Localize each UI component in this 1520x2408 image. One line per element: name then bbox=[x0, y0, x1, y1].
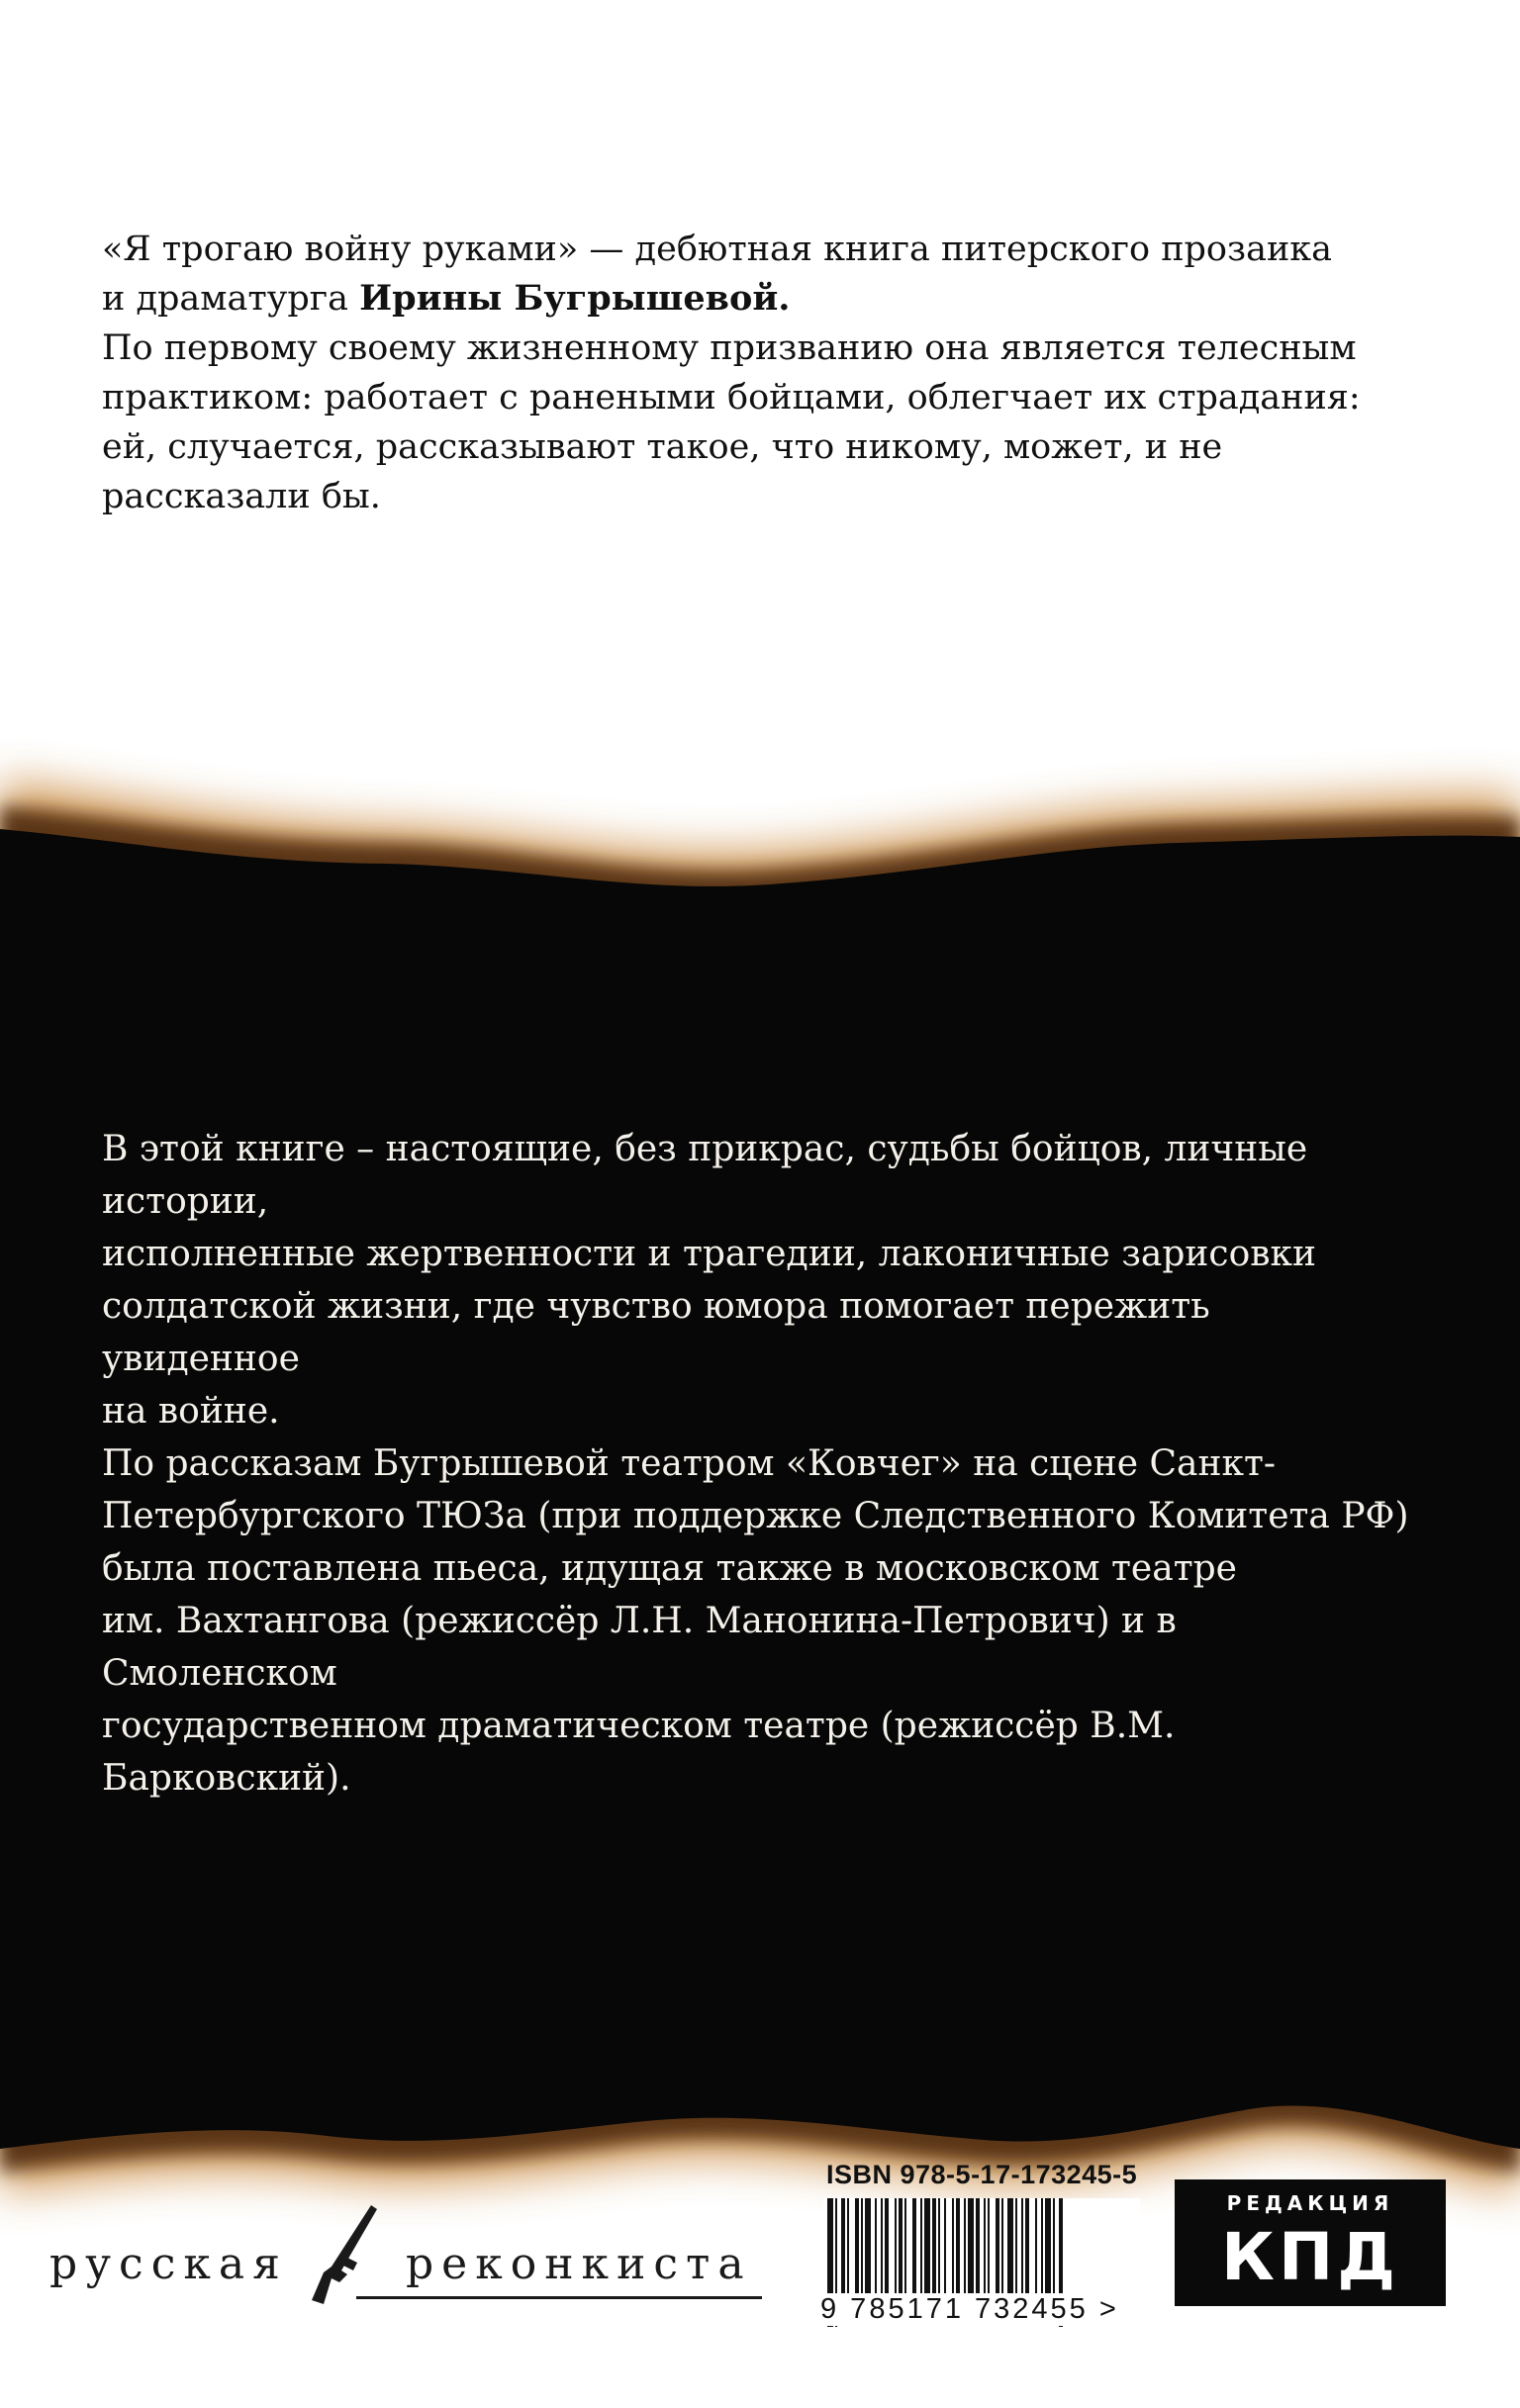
description-text bbox=[102, 1123, 1418, 1805]
rifle-icon bbox=[302, 2201, 391, 2310]
description-line: им. Вахтангова (режиссёр Л.Н. Манонина-Петрович) и в Смоленском bbox=[102, 1601, 1177, 1694]
description-line: Петербургского ТЮЗа (при поддержке Следственного Комитета РФ) bbox=[102, 1496, 1409, 1536]
intro-text bbox=[102, 225, 1418, 521]
intro-line bbox=[102, 274, 1418, 324]
isbn-label: ISBN 978-5-17-173245-5 bbox=[826, 2160, 1138, 2189]
intro-line: ей, случается, рассказывают такое, что никому, может, и не рассказали бы. bbox=[102, 427, 1223, 516]
series-underline bbox=[356, 2296, 762, 2299]
description-line: на войне. bbox=[102, 1391, 280, 1432]
author-name: Ирины Бугрышевой. bbox=[359, 278, 791, 319]
description-line: государственном драматическом театре (режиссёр В.М. Барковский). bbox=[102, 1706, 1176, 1799]
description-line: В этой книге – настоящие, без прикрас, судьбы бойцов, личные истории, bbox=[102, 1129, 1308, 1222]
publisher-name: КПД bbox=[1221, 2219, 1399, 2295]
series-word-2: реконкиста bbox=[406, 2239, 752, 2289]
intro-line-start: и драматурга bbox=[102, 279, 360, 319]
intro-line: практиком: работает с ранеными бойцами, облегчает их страдания: bbox=[102, 378, 1361, 417]
series-word-1: русская bbox=[49, 2239, 288, 2289]
isbn-digits: 9 785171 732455 > bbox=[816, 2293, 1161, 2326]
intro-line: По первому своему жизненному призванию она является телесным bbox=[102, 328, 1357, 368]
description-line: была поставлена пьеса, идущая также в московском театре bbox=[102, 1548, 1237, 1589]
series-logo bbox=[49, 2201, 762, 2310]
intro-line: «Я трогаю войну руками» — дебютная книга питерского прозаика bbox=[102, 230, 1333, 269]
description-line: солдатской жизни, где чувство юмора помогает пережить увиденное bbox=[102, 1286, 1210, 1379]
publisher-logo bbox=[1175, 2179, 1446, 2306]
publisher-label: РЕДАКЦИЯ bbox=[1226, 2191, 1394, 2215]
description-line: По рассказам Бугрышевой театром «Ковчег» на сцене Санкт- bbox=[102, 1443, 1277, 1484]
description-line: исполненные жертвенности и трагедии, лаконичные зарисовки bbox=[102, 1234, 1317, 1274]
